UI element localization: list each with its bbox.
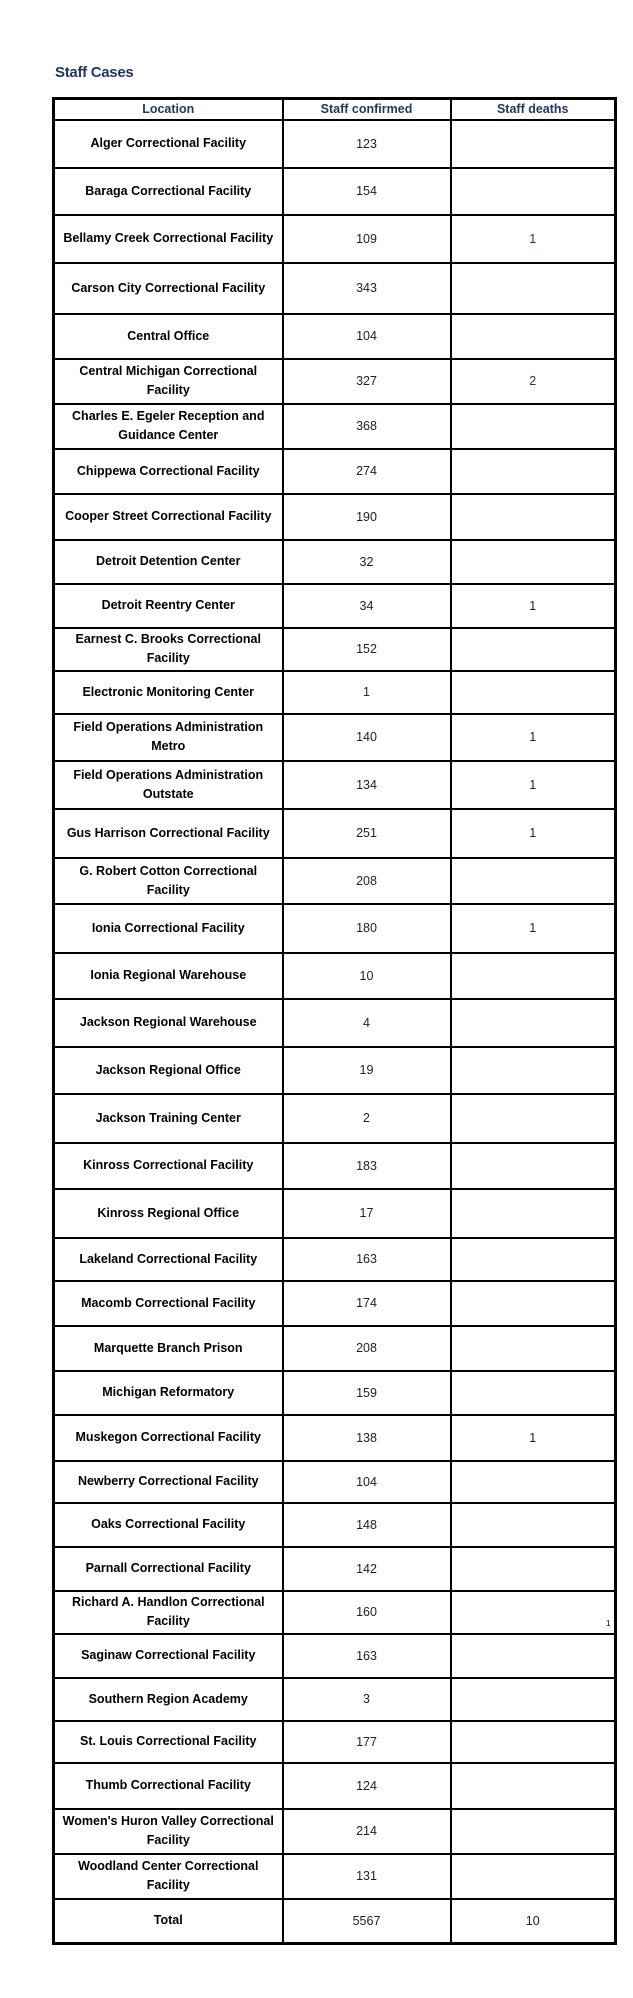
table-row <box>54 1503 616 1547</box>
staff-confirmed-cell: 208 <box>283 858 451 904</box>
location-cell: Gus Harrison Correctional Facility <box>54 809 283 858</box>
staff-deaths-cell: 1 <box>451 904 616 953</box>
location-cell: Jackson Regional Office <box>54 1047 283 1094</box>
staff-deaths-cell: 1 <box>451 584 616 628</box>
table-row <box>54 1461 616 1503</box>
location-cell: Earnest C. Brooks Correctional Facility <box>54 628 283 671</box>
staff-confirmed-cell: 104 <box>283 1461 451 1503</box>
table-row <box>54 1591 616 1634</box>
location-cell: Muskegon Correctional Facility <box>54 1415 283 1461</box>
staff-deaths-cell <box>451 449 616 494</box>
staff-confirmed-cell: 104 <box>283 314 451 359</box>
table-row <box>54 809 616 858</box>
staff-deaths-cell <box>451 1547 616 1591</box>
location-cell: Central Office <box>54 314 283 359</box>
location-cell: Central Michigan Correctional Facility <box>54 359 283 404</box>
staff-confirmed-cell: 140 <box>283 714 451 761</box>
location-cell: Jackson Training Center <box>54 1094 283 1143</box>
table-row <box>54 540 616 584</box>
staff-deaths-cell <box>451 1238 616 1281</box>
column-header-staff-confirmed: Staff confirmed <box>283 99 451 120</box>
staff-deaths-cell <box>451 1326 616 1371</box>
table-row <box>54 761 616 809</box>
staff-confirmed-cell: 134 <box>283 761 451 809</box>
table-row <box>54 449 616 494</box>
staff-deaths-cell <box>451 494 616 540</box>
total-confirmed: 5567 <box>283 1899 451 1944</box>
table-row <box>54 1238 616 1281</box>
location-cell: Detroit Detention Center <box>54 540 283 584</box>
table-row <box>54 1721 616 1763</box>
table-row <box>54 359 616 404</box>
column-header-location: Location <box>54 99 283 120</box>
location-cell: Michigan Reformatory <box>54 1371 283 1415</box>
location-cell: Field Operations Administration Outstate <box>54 761 283 809</box>
table-row <box>54 120 616 168</box>
table-title: Staff Cases <box>55 64 134 81</box>
staff-deaths-cell: 1 <box>451 215 616 263</box>
table-row <box>54 1547 616 1591</box>
table-row <box>54 628 616 671</box>
table-row <box>54 584 616 628</box>
table-row <box>54 1371 616 1415</box>
staff-deaths-cell <box>451 1461 616 1503</box>
location-cell: Oaks Correctional Facility <box>54 1503 283 1547</box>
staff-confirmed-cell: 208 <box>283 1326 451 1371</box>
staff-confirmed-cell: 34 <box>283 584 451 628</box>
table-row <box>54 263 616 314</box>
staff-deaths-cell: 1 <box>451 761 616 809</box>
table-row <box>54 1678 616 1721</box>
staff-confirmed-cell: 142 <box>283 1547 451 1591</box>
staff-deaths-cell <box>451 1371 616 1415</box>
staff-deaths-cell <box>451 953 616 999</box>
location-cell: Bellamy Creek Correctional Facility <box>54 215 283 263</box>
table-row <box>54 494 616 540</box>
staff-confirmed-cell: 180 <box>283 904 451 953</box>
staff-deaths-cell <box>451 1634 616 1678</box>
staff-deaths-cell <box>451 1047 616 1094</box>
location-cell: Field Operations Administration Metro <box>54 714 283 761</box>
total-deaths: 10 <box>451 1899 616 1944</box>
staff-deaths-cell <box>451 1591 616 1634</box>
table-row <box>54 1634 616 1678</box>
table-row <box>54 1189 616 1238</box>
location-cell: G. Robert Cotton Correctional Facility <box>54 858 283 904</box>
location-cell: Macomb Correctional Facility <box>54 1281 283 1326</box>
staff-deaths-cell <box>451 404 616 449</box>
location-cell: Charles E. Egeler Reception and Guidance Center <box>54 404 283 449</box>
table-row <box>54 671 616 714</box>
staff-deaths-cell <box>451 1143 616 1189</box>
staff-deaths-cell <box>451 671 616 714</box>
footnote-marker: 1 <box>606 1619 611 1628</box>
staff-confirmed-cell: 131 <box>283 1854 451 1899</box>
staff-deaths-cell <box>451 858 616 904</box>
staff-confirmed-cell: 327 <box>283 359 451 404</box>
staff-deaths-cell <box>451 263 616 314</box>
staff-deaths-cell <box>451 1721 616 1763</box>
staff-confirmed-cell: 177 <box>283 1721 451 1763</box>
table-row <box>54 999 616 1047</box>
staff-confirmed-cell: 152 <box>283 628 451 671</box>
staff-deaths-cell <box>451 120 616 168</box>
staff-confirmed-cell: 160 <box>283 1591 451 1634</box>
staff-confirmed-cell: 32 <box>283 540 451 584</box>
staff-deaths-cell: 2 <box>451 359 616 404</box>
location-cell: Ionia Correctional Facility <box>54 904 283 953</box>
staff-confirmed-cell: 148 <box>283 1503 451 1547</box>
location-cell: Ionia Regional Warehouse <box>54 953 283 999</box>
total-row <box>54 1899 616 1944</box>
staff-confirmed-cell: 19 <box>283 1047 451 1094</box>
table-row <box>54 215 616 263</box>
staff-confirmed-cell: 154 <box>283 168 451 215</box>
staff-confirmed-cell: 343 <box>283 263 451 314</box>
staff-confirmed-cell: 368 <box>283 404 451 449</box>
staff-confirmed-cell: 163 <box>283 1238 451 1281</box>
staff-deaths-cell <box>451 540 616 584</box>
table-row <box>54 1415 616 1461</box>
staff-confirmed-cell: 251 <box>283 809 451 858</box>
staff-deaths-cell <box>451 168 616 215</box>
staff-deaths-cell <box>451 1809 616 1854</box>
staff-confirmed-cell: 3 <box>283 1678 451 1721</box>
staff-confirmed-cell: 17 <box>283 1189 451 1238</box>
table-row <box>54 1281 616 1326</box>
staff-deaths-cell: 1 <box>451 1415 616 1461</box>
staff-confirmed-cell: 174 <box>283 1281 451 1326</box>
location-cell: Cooper Street Correctional Facility <box>54 494 283 540</box>
staff-deaths-cell <box>451 999 616 1047</box>
staff-confirmed-cell: 190 <box>283 494 451 540</box>
location-cell: Kinross Regional Office <box>54 1189 283 1238</box>
staff-deaths-cell <box>451 1281 616 1326</box>
location-cell: Southern Region Academy <box>54 1678 283 1721</box>
header-row <box>54 99 616 120</box>
table-row <box>54 1763 616 1809</box>
table-row <box>54 1094 616 1143</box>
staff-cases-table <box>52 97 617 1945</box>
location-cell: Detroit Reentry Center <box>54 584 283 628</box>
staff-confirmed-cell: 214 <box>283 1809 451 1854</box>
table-row <box>54 904 616 953</box>
staff-confirmed-cell: 159 <box>283 1371 451 1415</box>
column-header-staff-deaths: Staff deaths <box>451 99 616 120</box>
location-cell: Newberry Correctional Facility <box>54 1461 283 1503</box>
location-cell: Chippewa Correctional Facility <box>54 449 283 494</box>
location-cell: Women's Huron Valley Correctional Facility <box>54 1809 283 1854</box>
staff-deaths-cell: 1 <box>451 809 616 858</box>
table-row <box>54 1143 616 1189</box>
staff-deaths-cell <box>451 1503 616 1547</box>
staff-confirmed-cell: 183 <box>283 1143 451 1189</box>
table-row <box>54 168 616 215</box>
staff-deaths-cell <box>451 1678 616 1721</box>
table-row <box>54 1854 616 1899</box>
staff-deaths-cell <box>451 1854 616 1899</box>
table-row <box>54 314 616 359</box>
table-row <box>54 858 616 904</box>
location-cell: Kinross Correctional Facility <box>54 1143 283 1189</box>
table-row <box>54 1326 616 1371</box>
table-row <box>54 714 616 761</box>
staff-confirmed-cell: 1 <box>283 671 451 714</box>
staff-confirmed-cell: 4 <box>283 999 451 1047</box>
staff-confirmed-cell: 109 <box>283 215 451 263</box>
table-row <box>54 953 616 999</box>
staff-confirmed-cell: 124 <box>283 1763 451 1809</box>
staff-confirmed-cell: 10 <box>283 953 451 999</box>
location-cell: Alger Correctional Facility <box>54 120 283 168</box>
table-row <box>54 404 616 449</box>
table-row <box>54 1047 616 1094</box>
location-cell: Carson City Correctional Facility <box>54 263 283 314</box>
location-cell: Woodland Center Correctional Facility <box>54 1854 283 1899</box>
staff-deaths-cell: 1 <box>451 714 616 761</box>
location-cell: Jackson Regional Warehouse <box>54 999 283 1047</box>
staff-confirmed-cell: 163 <box>283 1634 451 1678</box>
staff-confirmed-cell: 274 <box>283 449 451 494</box>
table-row <box>54 1809 616 1854</box>
location-cell: St. Louis Correctional Facility <box>54 1721 283 1763</box>
location-cell: Marquette Branch Prison <box>54 1326 283 1371</box>
staff-deaths-cell <box>451 1189 616 1238</box>
location-cell: Electronic Monitoring Center <box>54 671 283 714</box>
location-cell: Lakeland Correctional Facility <box>54 1238 283 1281</box>
location-cell: Richard A. Handlon Correctional Facility <box>54 1591 283 1634</box>
staff-confirmed-cell: 123 <box>283 120 451 168</box>
staff-deaths-cell <box>451 314 616 359</box>
location-cell: Thumb Correctional Facility <box>54 1763 283 1809</box>
location-cell: Parnall Correctional Facility <box>54 1547 283 1591</box>
location-cell: Saginaw Correctional Facility <box>54 1634 283 1678</box>
location-cell: Baraga Correctional Facility <box>54 168 283 215</box>
staff-deaths-cell <box>451 1763 616 1809</box>
staff-confirmed-cell: 2 <box>283 1094 451 1143</box>
staff-deaths-cell <box>451 628 616 671</box>
staff-deaths-cell <box>451 1094 616 1143</box>
staff-confirmed-cell: 138 <box>283 1415 451 1461</box>
total-label: Total <box>54 1899 283 1944</box>
